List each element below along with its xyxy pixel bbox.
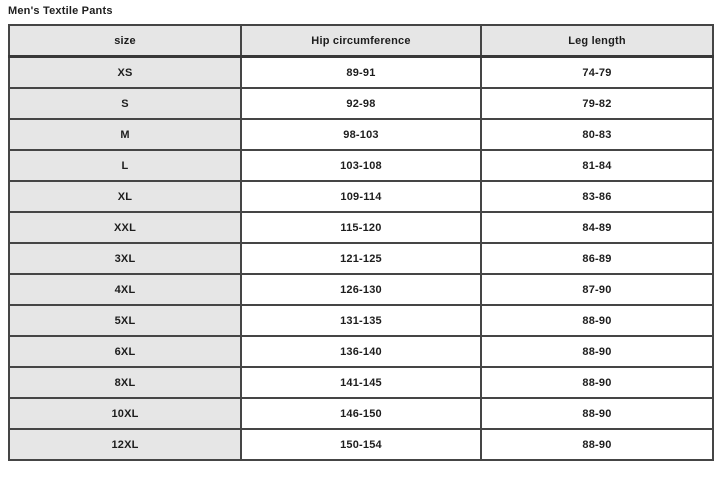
leg-length-cell: 83-86 [481,181,713,212]
size-value-cell: 10XL [9,398,241,429]
hip-circumference-cell: 136-140 [241,336,481,367]
size-value-cell: XL [9,181,241,212]
table-row [9,305,713,336]
hip-circumference-cell: 146-150 [241,398,481,429]
header-row [9,25,713,57]
table-row [9,57,713,89]
table-body [9,57,713,461]
leg-length-cell: 79-82 [481,88,713,119]
size-value-cell: 3XL [9,243,241,274]
hip-circumference-cell: 89-91 [241,57,481,89]
hip-circumference-cell: 109-114 [241,181,481,212]
leg-length-cell: 88-90 [481,336,713,367]
header-size: size [9,25,241,57]
hip-circumference-cell: 103-108 [241,150,481,181]
hip-circumference-cell: 141-145 [241,367,481,398]
table-row [9,119,713,150]
leg-length-cell: 81-84 [481,150,713,181]
hip-circumference-cell: 131-135 [241,305,481,336]
size-value-cell: 8XL [9,367,241,398]
table-row [9,212,713,243]
size-value-cell: L [9,150,241,181]
hip-circumference-cell: 126-130 [241,274,481,305]
table-row [9,336,713,367]
hip-circumference-cell: 115-120 [241,212,481,243]
leg-length-cell: 88-90 [481,429,713,460]
table-row [9,398,713,429]
leg-length-cell: 87-90 [481,274,713,305]
size-value-cell: 4XL [9,274,241,305]
size-value-cell: XS [9,57,241,89]
leg-length-cell: 88-90 [481,398,713,429]
size-value-cell: 6XL [9,336,241,367]
size-chart-table [8,24,714,461]
table-row [9,274,713,305]
leg-length-cell: 86-89 [481,243,713,274]
leg-length-cell: 84-89 [481,212,713,243]
leg-length-cell: 74-79 [481,57,713,89]
table-row [9,429,713,460]
hip-circumference-cell: 121-125 [241,243,481,274]
table-row [9,181,713,212]
size-value-cell: M [9,119,241,150]
size-value-cell: 5XL [9,305,241,336]
table-row [9,243,713,274]
hip-circumference-cell: 92-98 [241,88,481,119]
table-header [9,25,713,57]
hip-circumference-cell: 150-154 [241,429,481,460]
header-hip-circumference: Hip circumference [241,25,481,57]
table-row [9,88,713,119]
hip-circumference-cell: 98-103 [241,119,481,150]
leg-length-cell: 88-90 [481,367,713,398]
leg-length-cell: 88-90 [481,305,713,336]
leg-length-cell: 80-83 [481,119,713,150]
size-value-cell: 12XL [9,429,241,460]
page-title: Men's Textile Pants [8,5,113,17]
table-row [9,367,713,398]
header-leg-length: Leg length [481,25,713,57]
table-row [9,150,713,181]
size-value-cell: XXL [9,212,241,243]
size-value-cell: S [9,88,241,119]
